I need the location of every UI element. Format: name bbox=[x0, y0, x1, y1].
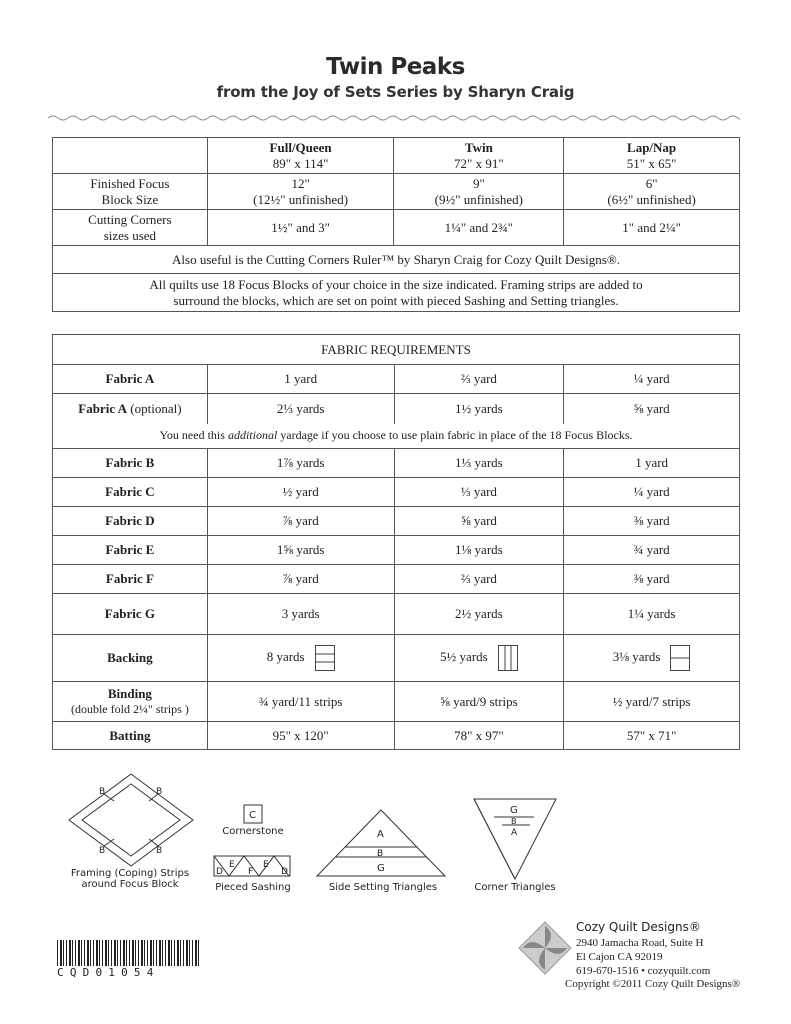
table-cell: ⅞ yard bbox=[207, 565, 394, 594]
table-cell: ½ yard bbox=[207, 478, 394, 507]
framing-letter: B bbox=[156, 787, 163, 797]
label-line: sizes used bbox=[103, 227, 157, 243]
pattern-subtitle: from the Joy of Sets Series by Sharyn Craig bbox=[216, 83, 575, 101]
sashing-caption: Pieced Sashing bbox=[215, 882, 291, 893]
size-name: Full/Queen bbox=[269, 139, 332, 155]
table-cell: 1⅓ yards bbox=[394, 449, 564, 478]
side-setting-triangle-diagram bbox=[314, 808, 448, 878]
sashing-letter: E bbox=[229, 860, 235, 870]
cozy-quilt-logo-icon bbox=[517, 920, 573, 976]
cornerstone-letter: C bbox=[249, 810, 256, 821]
table-cell: ⅝ yard bbox=[564, 394, 740, 424]
note-line: All quilts use 18 Focus Blocks of your choice in the size indicated. Framing strips are added to bbox=[149, 276, 643, 292]
table-cell: 2½ yards bbox=[394, 594, 564, 635]
framing-letter: B bbox=[99, 846, 106, 856]
framing-letter: B bbox=[99, 787, 106, 797]
address-line: El Cajon CA 92019 bbox=[576, 951, 663, 963]
fabric-label-note: (double fold 2¼" strips ) bbox=[70, 702, 189, 716]
table-cell: 1⅛ yards bbox=[394, 536, 564, 565]
size-dims: 89" x 114" bbox=[272, 155, 329, 171]
corner-letter: B bbox=[511, 817, 517, 826]
table-cell: ⅓ yard bbox=[394, 478, 564, 507]
row-label bbox=[53, 174, 208, 210]
cornerstone-caption: Cornerstone bbox=[222, 826, 284, 837]
table-cell: ⅝ yard bbox=[394, 507, 564, 536]
backing-row bbox=[53, 635, 740, 682]
fabric-label bbox=[53, 394, 208, 424]
sashing-letter: E bbox=[263, 860, 269, 870]
fabric-row bbox=[53, 565, 740, 594]
table-cell: 1⅞ yards bbox=[207, 449, 394, 478]
table-cell: ¼ yard bbox=[564, 478, 740, 507]
table-cell: ¾ yard bbox=[564, 536, 740, 565]
corners-row bbox=[53, 210, 740, 246]
fabric-label: Batting bbox=[53, 722, 208, 750]
table-cell: 1⅝ yards bbox=[207, 536, 394, 565]
fabric-label: Fabric D bbox=[53, 507, 208, 536]
finished-size: 6" bbox=[645, 175, 658, 191]
fabric-label-text: Fabric A bbox=[78, 400, 128, 416]
table-cell: 1¼ yards bbox=[564, 594, 740, 635]
size-name: Twin bbox=[464, 139, 493, 155]
finished-size: 9" bbox=[472, 175, 485, 191]
table-cell: 1½" and 3" bbox=[207, 210, 394, 246]
corner-letter: A bbox=[511, 828, 518, 838]
backing-layout-split-icon bbox=[670, 645, 690, 671]
table-cell: 2⅓ yards bbox=[207, 394, 394, 424]
framing-caption bbox=[50, 868, 210, 890]
table-cell bbox=[207, 635, 394, 682]
label-line: Finished Focus bbox=[90, 175, 170, 191]
fabric-label: Backing bbox=[53, 635, 208, 682]
side-letter: G bbox=[377, 863, 385, 874]
fabric-row bbox=[53, 449, 740, 478]
wavy-divider bbox=[48, 113, 740, 123]
blocks-note bbox=[53, 274, 740, 312]
blocks-note-row bbox=[53, 274, 740, 312]
backing-amount: 3⅛ yards bbox=[612, 648, 661, 664]
binding-row bbox=[53, 682, 740, 722]
unfinished-size: (12½" unfinished) bbox=[253, 191, 349, 207]
sizes-table bbox=[52, 137, 740, 312]
table-cell: 57" x 71" bbox=[564, 722, 740, 750]
sashing-letter: F bbox=[248, 867, 254, 877]
optional-note bbox=[53, 424, 740, 449]
backing-layout-vertical-icon bbox=[498, 645, 518, 671]
fabric-label bbox=[53, 682, 208, 722]
finished-size: 12" bbox=[291, 175, 310, 191]
table-cell: 78" x 97" bbox=[394, 722, 564, 750]
side-letter: B bbox=[377, 849, 384, 859]
fabric-row bbox=[53, 594, 740, 635]
cornerstone-diagram bbox=[243, 804, 263, 824]
corner-triangle-diagram bbox=[472, 797, 558, 881]
fabric-row bbox=[53, 365, 740, 394]
table-cell bbox=[394, 635, 564, 682]
table-cell: ⅜ yard bbox=[564, 507, 740, 536]
caption-line: around Focus Block bbox=[81, 879, 179, 890]
company-name: Cozy Quilt Designs® bbox=[576, 920, 701, 934]
table-cell: 95" x 120" bbox=[207, 722, 394, 750]
fabric-heading: FABRIC REQUIREMENTS bbox=[53, 335, 740, 365]
col-lap-nap bbox=[564, 138, 740, 174]
size-dims: 51" x 65" bbox=[626, 155, 677, 171]
label-line: Block Size bbox=[101, 191, 159, 207]
table-cell bbox=[564, 174, 740, 210]
table-cell bbox=[207, 174, 394, 210]
backing-amount: 5½ yards bbox=[440, 648, 488, 664]
barcode-number: CQD01054 bbox=[57, 966, 160, 979]
size-name: Lap/Nap bbox=[627, 139, 677, 155]
table-cell bbox=[564, 635, 740, 682]
table-cell: ¾ yard/11 strips bbox=[207, 682, 394, 722]
unfinished-size: (6½" unfinished) bbox=[607, 191, 696, 207]
fabric-label: Fabric B bbox=[53, 449, 208, 478]
fabric-requirements-table bbox=[52, 334, 740, 750]
empty-corner-cell bbox=[53, 138, 208, 174]
barcode bbox=[57, 940, 201, 966]
copyright: Copyright ©2011 Cozy Quilt Designs® bbox=[565, 978, 741, 990]
table-cell: 3 yards bbox=[207, 594, 394, 635]
row-label bbox=[53, 210, 208, 246]
table-cell: 1 yard bbox=[207, 365, 394, 394]
pieced-sashing-diagram bbox=[213, 855, 293, 877]
batting-row bbox=[53, 722, 740, 750]
fabric-label-text: Binding bbox=[107, 686, 152, 701]
label-line: Cutting Corners bbox=[88, 211, 172, 227]
fabric-row bbox=[53, 394, 740, 424]
table-cell: ⅝ yard/9 strips bbox=[394, 682, 564, 722]
fabric-label-note: (optional) bbox=[130, 400, 182, 416]
col-full-queen bbox=[207, 138, 394, 174]
sizes-header-row bbox=[53, 138, 740, 174]
address-line: 2940 Jamacha Road, Suite H bbox=[576, 937, 704, 949]
side-caption: Side Setting Triangles bbox=[328, 882, 438, 893]
fabric-row bbox=[53, 507, 740, 536]
table-cell: 1½ yards bbox=[394, 394, 564, 424]
block-size-row bbox=[53, 174, 740, 210]
table-cell: ⅜ yard bbox=[564, 565, 740, 594]
note-line: surround the blocks, which are set on point with pieced Sashing and Setting triangles. bbox=[173, 292, 619, 308]
fabric-label: Fabric E bbox=[53, 536, 208, 565]
caption-line: Framing (Coping) Strips bbox=[70, 868, 190, 879]
table-cell bbox=[394, 174, 564, 210]
table-cell: ⅞ yard bbox=[207, 507, 394, 536]
optional-note-row bbox=[53, 424, 740, 449]
table-cell: 1" and 2¼" bbox=[564, 210, 740, 246]
fabric-row bbox=[53, 478, 740, 507]
backing-amount: 8 yards bbox=[266, 648, 305, 664]
table-cell: ¼ yard bbox=[564, 365, 740, 394]
fabric-heading-row bbox=[53, 335, 740, 365]
size-dims: 72" x 91" bbox=[454, 155, 504, 171]
sashing-letter: D bbox=[281, 867, 288, 877]
corner-caption: Corner Triangles bbox=[474, 882, 556, 893]
corner-letter: G bbox=[510, 805, 518, 816]
backing-layout-horizontal-icon bbox=[315, 645, 335, 671]
pattern-title: Twin Peaks bbox=[326, 54, 465, 80]
fabric-row bbox=[53, 536, 740, 565]
ruler-note: Also useful is the Cutting Corners Ruler™ by Sharyn Craig for Cozy Quilt Designs®. bbox=[53, 246, 740, 274]
table-cell: 1¼" and 2¾" bbox=[394, 210, 564, 246]
fabric-label: Fabric C bbox=[53, 478, 208, 507]
sashing-letter: D bbox=[216, 867, 223, 877]
fabric-label: Fabric A bbox=[53, 365, 208, 394]
table-cell: 1 yard bbox=[564, 449, 740, 478]
ruler-note-row bbox=[53, 246, 740, 274]
framing-letter: B bbox=[156, 846, 163, 856]
unfinished-size: (9½" unfinished) bbox=[434, 191, 524, 207]
fabric-label: Fabric G bbox=[53, 594, 208, 635]
note-text: yardage if you choose to use plain fabric in place of the 18 Focus Blocks. bbox=[277, 428, 633, 443]
fabric-label: Fabric F bbox=[53, 565, 208, 594]
col-twin bbox=[394, 138, 564, 174]
note-text: You need this bbox=[159, 428, 228, 443]
side-letter: A bbox=[377, 829, 384, 840]
table-cell: ½ yard/7 strips bbox=[564, 682, 740, 722]
table-cell: ⅔ yard bbox=[394, 365, 564, 394]
phone-web: 619-670-1516 • cozyquilt.com bbox=[576, 965, 711, 977]
note-emphasis: additional bbox=[227, 428, 278, 443]
framing-diagram bbox=[66, 772, 196, 868]
table-cell: ⅔ yard bbox=[394, 565, 564, 594]
